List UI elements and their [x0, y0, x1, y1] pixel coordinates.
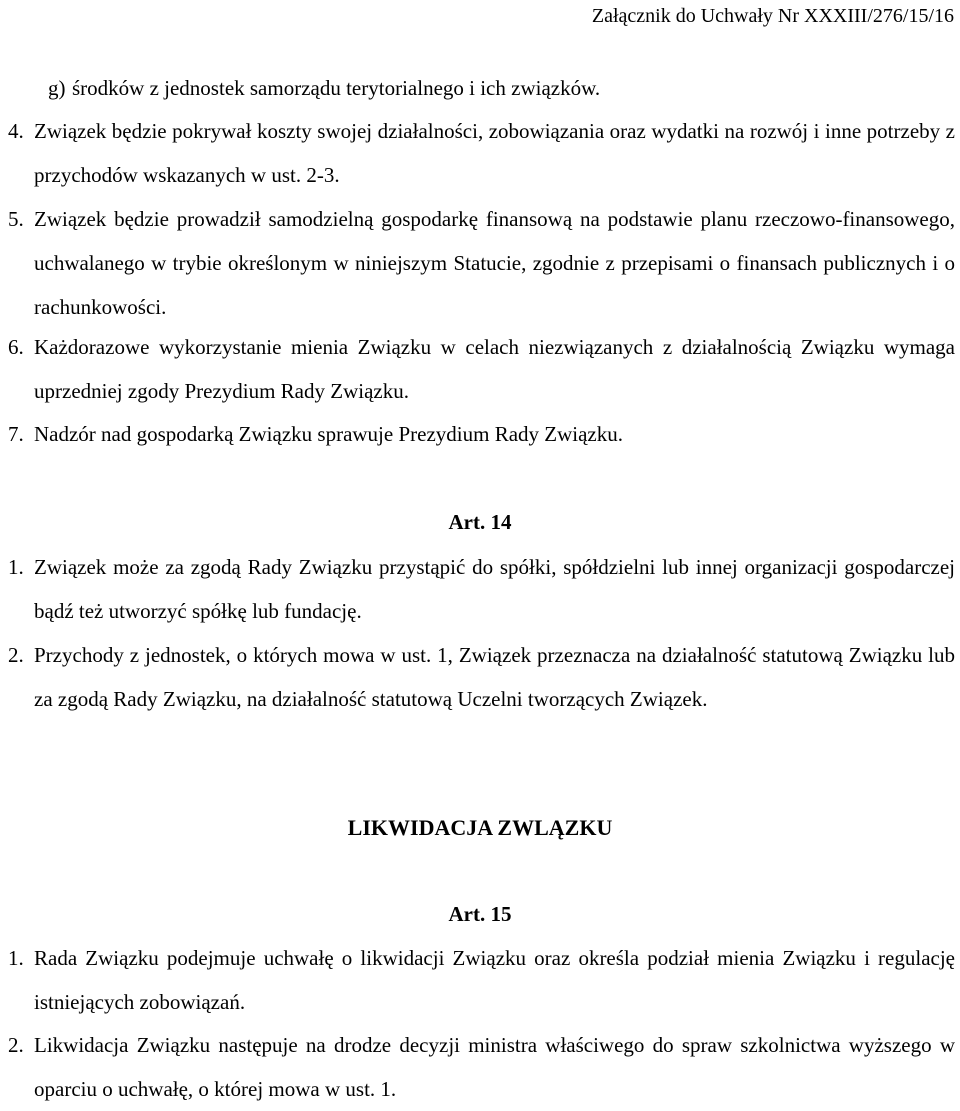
art14-item-2 — [8, 633, 955, 721]
list-item-5 — [8, 197, 955, 329]
item-number: 1. — [8, 555, 24, 579]
list-item-g — [8, 66, 955, 110]
art15-item-2 — [8, 1023, 955, 1111]
item-number: 4. — [8, 119, 24, 143]
list-item-6 — [8, 325, 955, 413]
article-15-heading: Art. 15 — [448, 902, 512, 926]
article-14-heading: Art. 14 — [448, 510, 512, 534]
item-number: 2. — [8, 643, 24, 667]
item-text: Przychody z jednostek, o których mowa w ust. 1, Związek przeznacza na działalność statutową Związku lub za zgodą Rady Związku, na działalność statutową Uczelni tworzących Związek. — [34, 643, 955, 711]
item-text: Związek będzie prowadził samodzielną gospodarkę finansową na podstawie planu rzeczowo-finansowego, uchwalanego w trybie określonym w niniejszym Statucie, zgodnie z przepisami o finansach publicznych i o rachunkowości. — [34, 207, 955, 319]
item-number: 6. — [8, 335, 24, 359]
section-title: LIKWIDACJA ZWLĄZKU — [347, 815, 613, 840]
item-text: Każdorazowe wykorzystanie mienia Związku w celach niezwiązanych z działalnością Związku wymaga uprzedniej zgody Prezydium Rady Związku. — [34, 335, 955, 403]
item-text: Związek może za zgodą Rady Związku przystąpić do spółki, spółdzielni lub innej organizacji gospodarczej bądź też utworzyć spółkę lub fundację. — [34, 555, 955, 623]
item-number: g) — [48, 76, 66, 100]
item-text: Rada Związku podejmuje uchwałę o likwidacji Związku oraz określa podział mienia Związku i regulację istniejących zobowiązań. — [34, 946, 955, 1014]
art15-item-1 — [8, 936, 955, 1024]
item-number: 7. — [8, 422, 24, 446]
item-text: Likwidacja Związku następuje na drodze decyzji ministra właściwego do spraw szkolnictwa wyższego w oparciu o uchwałę, o której mowa w ust. 1. — [34, 1033, 955, 1101]
art14-item-1 — [8, 545, 955, 633]
item-number: 5. — [8, 207, 24, 231]
item-text: środków z jednostek samorządu terytorialnego i ich związków. — [72, 76, 601, 100]
item-text: Nadzór nad gospodarką Związku sprawuje Prezydium Rady Związku. — [34, 422, 623, 446]
item-text: Związek będzie pokrywał koszty swojej działalności, zobowiązania oraz wydatki na rozwój i inne potrzeby z przychodów wskazanych w ust. 2-3. — [34, 119, 955, 187]
item-number: 1. — [8, 946, 24, 970]
annex-header: Załącznik do Uchwały Nr XXXIII/276/15/16 — [591, 5, 954, 27]
list-item-4 — [8, 109, 955, 197]
item-number: 2. — [8, 1033, 24, 1057]
list-item-7 — [8, 412, 955, 456]
